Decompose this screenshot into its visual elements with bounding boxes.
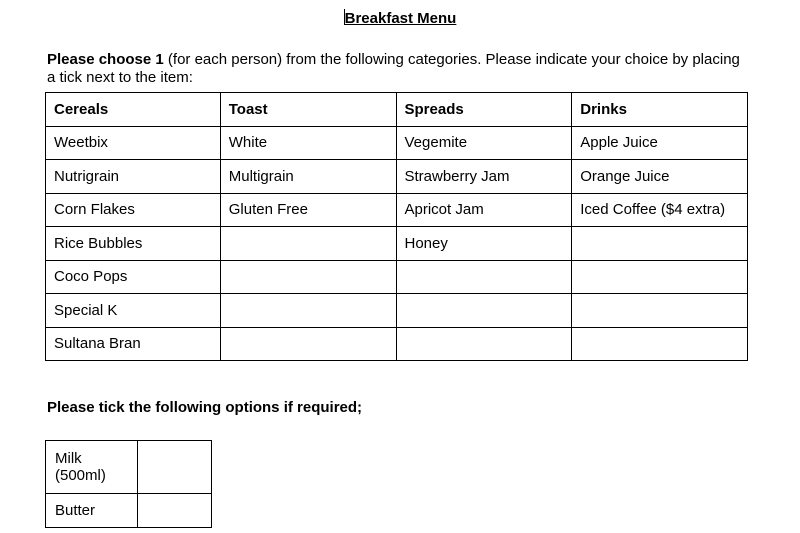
table-cell[interactable]	[220, 327, 396, 361]
table-row	[46, 260, 748, 294]
table-cell[interactable]	[396, 260, 572, 294]
table-cell[interactable]: Strawberry Jam	[396, 160, 572, 194]
intro-bold-text: Please choose 1	[47, 51, 164, 68]
option-label-milk[interactable]	[46, 441, 138, 494]
document-title	[0, 9, 800, 27]
options-table	[45, 440, 212, 528]
option-label-butter[interactable]	[46, 494, 138, 528]
table-cell[interactable]: Corn Flakes	[46, 193, 221, 227]
header-toast: Toast	[220, 93, 396, 127]
table-cell[interactable]: Vegemite	[396, 126, 572, 160]
menu-table	[45, 92, 748, 361]
table-cell[interactable]: Nutrigrain	[46, 160, 221, 194]
table-row	[46, 227, 748, 261]
table-cell[interactable]	[220, 260, 396, 294]
table-row	[46, 441, 212, 494]
header-spreads: Spreads	[396, 93, 572, 127]
table-row	[46, 294, 748, 328]
table-cell[interactable]: Rice Bubbles	[46, 227, 221, 261]
table-row	[46, 494, 212, 528]
option-label-line: (500ml)	[55, 467, 106, 484]
table-row	[46, 193, 748, 227]
intro-paragraph	[47, 51, 747, 87]
table-cell[interactable]	[572, 260, 748, 294]
table-cell[interactable]: Special K	[46, 294, 221, 328]
table-cell[interactable]	[396, 327, 572, 361]
header-cereals: Cereals	[46, 93, 221, 127]
table-row	[46, 126, 748, 160]
table-cell[interactable]	[572, 227, 748, 261]
table-cell[interactable]: Weetbix	[46, 126, 221, 160]
option-label-line: Butter	[55, 502, 96, 519]
table-cell[interactable]: Honey	[396, 227, 572, 261]
table-cell[interactable]: Coco Pops	[46, 260, 221, 294]
option-label-line: Milk	[55, 450, 82, 467]
document-title-text: Breakfast Menu	[344, 10, 457, 27]
options-heading: Please tick the following options if required;	[47, 399, 363, 416]
table-cell[interactable]	[396, 294, 572, 328]
table-cell[interactable]: Gluten Free	[220, 193, 396, 227]
table-cell[interactable]	[220, 227, 396, 261]
table-cell[interactable]: Apricot Jam	[396, 193, 572, 227]
table-cell[interactable]	[220, 294, 396, 328]
table-row	[46, 327, 748, 361]
table-cell[interactable]: Iced Coffee ($4 extra)	[572, 193, 748, 227]
table-cell[interactable]: Sultana Bran	[46, 327, 221, 361]
menu-header-row	[46, 93, 748, 127]
intro-text: (for each person) from the following categories. Please indicate your choice by placing a tick next to the item:	[47, 51, 740, 86]
table-cell[interactable]: White	[220, 126, 396, 160]
table-cell[interactable]: Orange Juice	[572, 160, 748, 194]
header-drinks: Drinks	[572, 93, 748, 127]
table-cell[interactable]: Apple Juice	[572, 126, 748, 160]
tick-box-butter[interactable]	[137, 494, 211, 528]
table-cell[interactable]: Multigrain	[220, 160, 396, 194]
tick-box-milk[interactable]	[137, 441, 211, 494]
table-cell[interactable]	[572, 327, 748, 361]
table-row	[46, 160, 748, 194]
table-cell[interactable]	[572, 294, 748, 328]
